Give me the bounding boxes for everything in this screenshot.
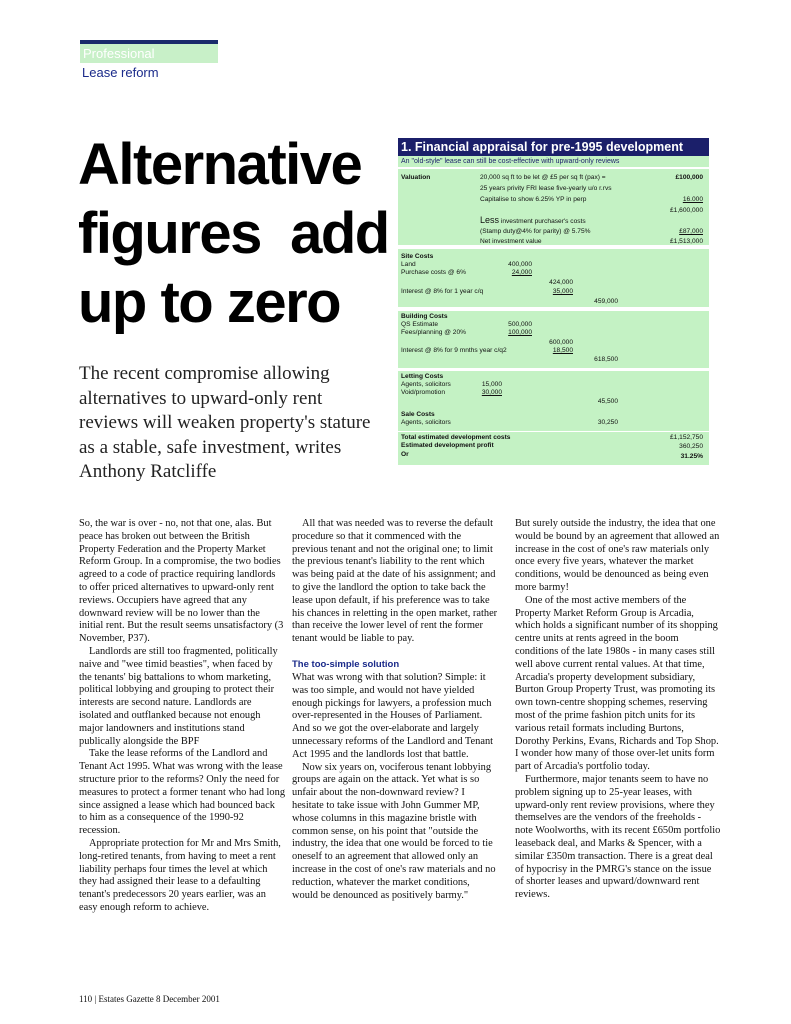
cost-value: 100,000 xyxy=(508,329,532,336)
cost-total: 459,000 xyxy=(594,298,618,305)
valuation-line: 25 years privity FRI lease five-yearly u/o r.rvs xyxy=(480,185,612,192)
site-costs-block xyxy=(398,249,709,307)
cost-value: 15,000 xyxy=(481,381,502,388)
summary-block xyxy=(398,432,709,465)
headline-line: Alternative xyxy=(78,132,362,197)
cost-line: Interest @ 8% for 9 mnths year c/q2 xyxy=(401,347,507,354)
cost-subtotal: 424,000 xyxy=(549,279,573,286)
body-column-3 xyxy=(515,518,721,902)
valuation-block xyxy=(398,169,709,245)
summary-value: £1,152,750 xyxy=(669,434,703,441)
valuation-value: £87,000 xyxy=(679,228,703,235)
cost-value: 400,000 xyxy=(508,261,532,268)
standfirst: The recent compromise allowing alternatives to upward-only rent reviews will weaken property's stature as a stable, safe investment, writes Anthony Ratcliffe xyxy=(79,363,371,482)
valuation-label: Valuation xyxy=(401,174,431,181)
cost-line: Agents, solicitors xyxy=(401,419,451,426)
paragraph: All that was needed was to reverse the default procedure so that it commenced with the previous tenant and not the original one; to limit the previous tenant's liability to the rent which was being paid at the date of his assignment; and to give the landlord the option to take back the lease upon default, if his preference was to take his chances in reletting in the open market, rather than receive the lower level of rent the former tenant would be liable to pay. xyxy=(292,518,498,645)
cost-value: 18,500 xyxy=(552,347,573,354)
cost-line: Fees/planning @ 20% xyxy=(401,329,466,336)
body-column-1 xyxy=(79,518,285,915)
cost-line: Agents, solicitors xyxy=(401,381,451,388)
summary-label: Estimated development profit xyxy=(401,442,494,449)
cost-value: 24,000 xyxy=(511,269,532,276)
summary-value: 360,250 xyxy=(679,443,703,450)
table-title: 1. Financial appraisal for pre-1995 development xyxy=(398,138,709,156)
paragraph: What was wrong with that solution? Simple: it was too simple, and would not have yielded enough pickings for lawyers, a profession much over-represented in the Houses of Parliament. And so we got the over-elaborate and largely unnecessary reforms of the Landlord and Tenant Act 1995 and the landlords lost that battle. xyxy=(292,671,494,760)
paragraph: Appropriate protection for Mr and Mrs Smith, long-retired tenants, from having to meet a rent liability perhaps four times the level at which they had assigned their lease to a defaulting tenant's predecessors 20 years earlier, was an easy enough reform to achieve. xyxy=(79,837,281,913)
valuation-line-text: investment purchaser's costs xyxy=(500,218,586,225)
valuation-value: 16.000 xyxy=(682,196,703,203)
paragraph: Take the lease reforms of the Landlord and Tenant Act 1995. What was wrong with the lease structure prior to the reforms? Only the need for measures to protect a former tenant who had long since assigned a lease which had bounced back to him as a consequence of the 1990-92 recession. xyxy=(79,748,286,837)
cost-total: 30,250 xyxy=(597,419,618,426)
building-costs-label: Building Costs xyxy=(401,313,448,320)
valuation-value: £1,513,000 xyxy=(669,238,703,245)
paragraph: Furthermore, major tenants seem to have no problem signing up to 25-year leases, with upward-only rent review provisions, where they themselves are the vendors of the freeholds - note Woolworths, with its recent £650m portfolio leaseback deal, and Marks & Spencer, with a similar £350m transaction. There is a great deal of hypocrisy in the PMRG's stance on the issue of shorter leases and upward/downward rent reviews. xyxy=(515,773,721,901)
paragraph: But surely outside the industry, the idea that one would be bound by an agreement that allowed an increase in the cost of one's raw materials only once every five years, whatever the market conditions, would be denounced as being even more barmy! xyxy=(515,518,720,593)
cost-total: 45,500 xyxy=(597,398,618,405)
sale-costs-label: Sale Costs xyxy=(401,411,435,418)
summary-label: Or xyxy=(401,451,409,458)
cost-line: Void/promotion xyxy=(401,389,445,396)
table-subtitle: An "old-style" lease can still be cost-effective with upward-only reviews xyxy=(398,156,709,167)
cost-line: Purchase costs @ 6% xyxy=(401,269,466,276)
paragraph: Landlords are still too fragmented, politically naive and "wee timid beasties", when faced by the tenants' big battalions to whom marketing, political lobbying and grouping to protect their interests are second nature. Landlords are isolated and outflanked because not enough major landowners and institutions stand publically alongside the BPF xyxy=(79,645,278,747)
summary-label: Total estimated development costs xyxy=(401,434,511,441)
letting-costs-block xyxy=(398,371,709,409)
valuation-line: Capitalise to show 6.25% YP in perp xyxy=(480,196,587,203)
building-costs-block xyxy=(398,311,709,368)
site-costs-label: Site Costs xyxy=(401,253,434,260)
section-label: Professional xyxy=(80,44,218,63)
subsection-label: Lease reform xyxy=(82,65,159,80)
summary-value: 31.25% xyxy=(680,453,703,460)
cost-line: QS Estimate xyxy=(401,321,439,328)
cost-value: 500,000 xyxy=(508,321,532,328)
paragraph: One of the most active members of the Property Market Reform Group is Arcadia, which holds a significant number of its shopping centre units at rents agreed in the boom conditions of the late 1980s - in many cases still well above current rental values. At that time, Arcadia's property development subsidiary, Burton Group Property Trust, was promoting its own town-centre shopping schemes, reserving most of the prime fashion pitch units for its various retail formats including Burtons, Dorothy Perkins, Evans, Richards and Top Shop. xyxy=(515,594,719,747)
sale-costs-block xyxy=(398,409,709,431)
valuation-line: (Stamp duty@4% for parity) @ 5.75% xyxy=(480,228,591,235)
paragraph: I wonder how many of those over-let units form part of Arcadia's portfolio today. xyxy=(515,748,715,773)
paragraph: So, the war is over - no, not that one, alas. But peace has broken out between the British Property Federation and the Property Market Reform Group. In a compromise, the two bodies agreed to a code of practice requiring landlords to offer priced alternatives to upward-only rent reviews. Occupiers have agreed that any downward review will be no lower than the initial rent. But the result seems unsatisfactory (3 November, P37). xyxy=(79,518,284,645)
body-column-2 xyxy=(292,518,498,902)
cost-line: Land xyxy=(401,261,416,268)
valuation-line: 20,000 sq ft to be let @ £5 per sq ft (pax) = xyxy=(480,174,606,181)
cost-value: 30,000 xyxy=(481,389,502,396)
cost-subtotal: 600,000 xyxy=(549,339,573,346)
headline xyxy=(78,130,398,337)
cost-value: 35,000 xyxy=(552,288,573,295)
cost-total: 618,500 xyxy=(594,356,618,363)
cost-line: Interest @ 8% for 1 year c/q xyxy=(401,288,484,295)
valuation-line: Net investment value xyxy=(480,238,542,245)
valuation-value: £1,600,000 xyxy=(669,207,703,214)
valuation-value: £100,000 xyxy=(675,174,703,181)
subheading: The too-simple solution xyxy=(292,658,400,670)
paragraph: Now six years on, vociferous tenant lobbying groups are again on the attack. Yet what is so unfair about the non-downward review? I hesitate to take issue with John Gummer MP, whose columns in this magazine bristle with common sense, on his point that "outside the industry, the idea that one would be forced to tie oneself to an agreement that allowed only an increase in the cost of one's raw materials and no reduction, whatever the market conditions, would be denounced as positively barmy." xyxy=(292,761,496,901)
less-word: Less xyxy=(480,215,500,225)
financial-appraisal-table xyxy=(398,138,709,468)
letting-costs-label: Letting Costs xyxy=(401,373,444,380)
valuation-line xyxy=(480,216,586,226)
headline-line: figures add xyxy=(78,201,389,266)
headline-line: up to zero xyxy=(78,270,341,335)
page-footer: 110 | Estates Gazette 8 December 2001 xyxy=(79,994,220,1004)
